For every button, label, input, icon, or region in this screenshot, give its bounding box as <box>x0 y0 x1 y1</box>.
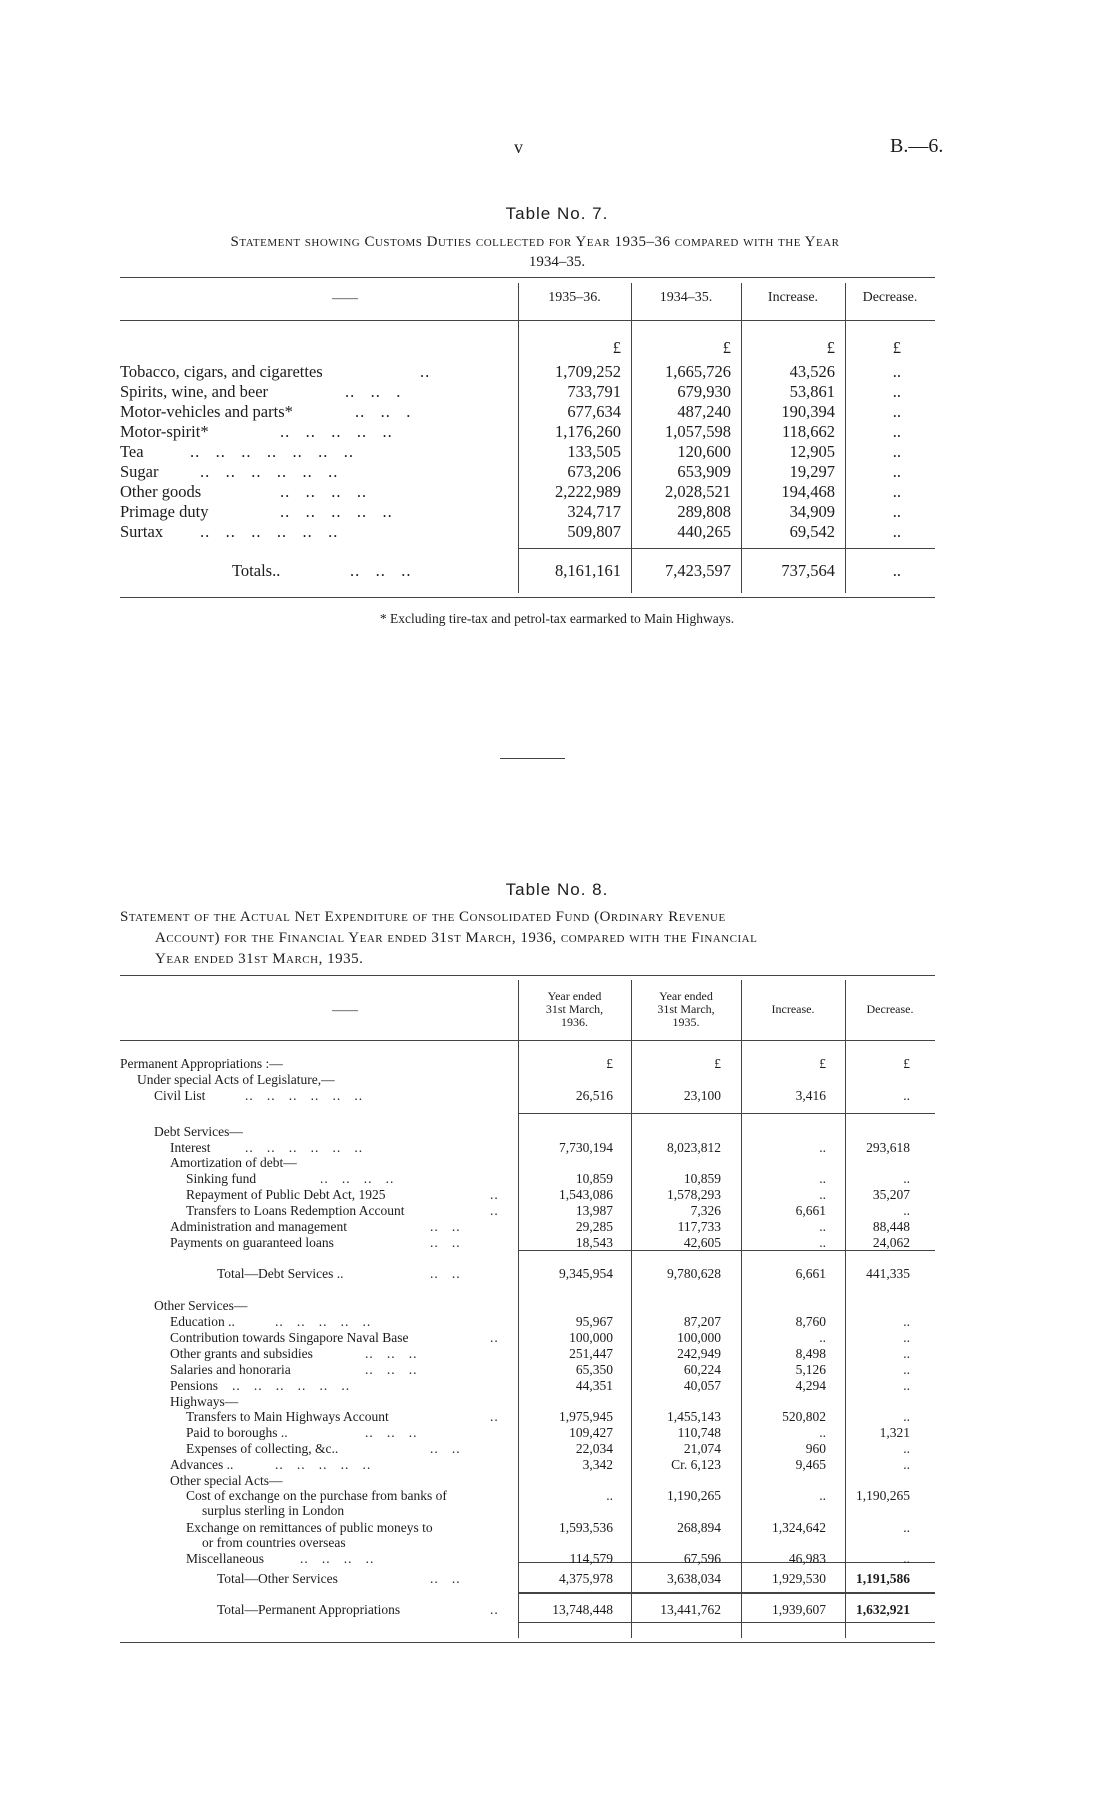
row-label: Repayment of Public Debt Act, 1925 <box>186 1187 386 1202</box>
leader-dots: .. <box>490 1602 499 1617</box>
value-decrease: 1,190,265 <box>856 1488 910 1503</box>
value-1936: 251,447 <box>569 1346 613 1361</box>
value-1935: 60,224 <box>683 1362 721 1377</box>
value-increase: 1,929,530 <box>772 1571 826 1586</box>
leader-dots: .. .. .. .. <box>300 1551 375 1566</box>
row-label: Paid to boroughs .. <box>186 1425 288 1440</box>
value-increase: 12,905 <box>789 442 835 461</box>
table-row <box>0 1330 1114 1346</box>
value-1936: 26,516 <box>575 1088 613 1103</box>
row-label: Education .. <box>170 1314 235 1329</box>
leader-dots: .. .. .. <box>365 1362 418 1377</box>
row-label: Tobacco, cigars, and cigarettes <box>120 362 323 381</box>
table-row <box>0 1203 1114 1219</box>
value-1934: 1,665,726 <box>665 362 731 381</box>
value-decrease: .. <box>892 442 901 461</box>
table-row <box>0 503 1114 521</box>
table-row <box>0 1425 1114 1441</box>
value-1936: 4,375,978 <box>559 1571 613 1586</box>
value-1935: 268,894 <box>677 1520 721 1535</box>
row-label: Other goods <box>120 482 202 501</box>
row-label: Pensions <box>170 1378 219 1393</box>
table-row <box>0 483 1114 501</box>
value-increase: 34,909 <box>789 502 835 521</box>
section-heading: Other Services— <box>154 1298 248 1313</box>
leader-dots: .. <box>490 1330 499 1345</box>
value-decrease: .. <box>892 362 901 381</box>
leader-dots: .. <box>420 362 431 381</box>
value-1936: 22,034 <box>575 1441 613 1456</box>
leader-dots: .. <box>490 1203 499 1218</box>
leader-dots: .. .. .. <box>365 1425 418 1440</box>
table-row <box>0 1457 1114 1473</box>
value-increase: 19,297 <box>789 462 835 481</box>
value-decrease: .. <box>892 502 901 521</box>
leader-dots: .. .. .. .. <box>320 1171 395 1186</box>
table-row <box>0 523 1114 541</box>
value-1936: 95,967 <box>575 1314 613 1329</box>
leader-dots: .. .. .. .. .. .. <box>200 522 339 541</box>
leader-dots: .. .. . <box>345 382 402 401</box>
value-increase: 6,661 <box>795 1203 826 1218</box>
value-increase: 1,324,642 <box>772 1520 826 1535</box>
value-1934: 679,930 <box>677 382 731 401</box>
value-increase: 8,498 <box>795 1346 826 1361</box>
table7-subtitle-year: 1934–35. <box>528 254 586 270</box>
table-row <box>0 443 1114 461</box>
value-decrease: .. <box>903 1520 910 1535</box>
value-1935: 23,100 <box>683 1088 721 1103</box>
value-1935: Cr. 6,123 <box>671 1457 721 1472</box>
value-decrease: .. <box>903 1441 910 1456</box>
value-1936: 7,730,194 <box>559 1140 613 1155</box>
value-1936: 114,579 <box>569 1551 613 1566</box>
table-row <box>0 1235 1114 1251</box>
value-decrease: .. <box>892 482 901 501</box>
value-increase: .. <box>819 1330 826 1345</box>
currency-symbol: £ <box>903 1056 910 1071</box>
leader-dots: .. .. .. .. .. .. <box>232 1378 351 1393</box>
leader-dots: .. .. .. .. .. <box>280 502 393 521</box>
value-1936: 44,351 <box>575 1378 613 1393</box>
value-decrease: 441,335 <box>866 1266 910 1281</box>
value-1935: 67,596 <box>683 1551 721 1566</box>
header-line: Year ended <box>547 989 602 1003</box>
value-1935: 42,605 <box>683 1235 721 1250</box>
table8-header-decrease: Decrease. <box>866 1002 914 1016</box>
table8-subtitle: Year ended 31st March, 1935. <box>155 951 364 967</box>
value-decrease: .. <box>903 1314 910 1329</box>
value-increase: 190,394 <box>781 402 835 421</box>
value-decrease: .. <box>892 402 901 421</box>
table7-totals-row <box>0 562 1114 580</box>
currency-symbol: £ <box>606 1056 613 1071</box>
value-1936: 10,859 <box>575 1171 613 1186</box>
value-1936: 109,427 <box>569 1425 613 1440</box>
table8-subtitle: Account) for the Financial Year ended 31st March, 1936, compared with the Financial <box>155 930 758 946</box>
value-1935: 110,748 <box>677 1425 721 1440</box>
row-label: Advances .. <box>170 1457 234 1472</box>
value-increase: 194,468 <box>781 482 835 501</box>
value-increase: 53,861 <box>789 382 835 401</box>
row-label: Interest <box>170 1140 211 1155</box>
value-1936: 13,748,448 <box>552 1602 613 1617</box>
value-1934: 440,265 <box>677 522 731 541</box>
row-label: Surtax <box>120 522 164 541</box>
leader-dots: .. .. .. .. .. <box>280 422 393 441</box>
table-row <box>0 463 1114 481</box>
document-reference: B.—6. <box>890 135 944 157</box>
value-1936: 1,975,945 <box>559 1409 613 1424</box>
section-heading: Under special Acts of Legislature,— <box>137 1072 335 1087</box>
currency-symbol: £ <box>612 338 621 357</box>
value-1935: 133,505 <box>567 442 621 461</box>
row-label: Administration and management <box>170 1219 347 1234</box>
value-1935: 87,207 <box>683 1314 721 1329</box>
leader-dots: .. <box>490 1409 499 1424</box>
value-increase: 46,983 <box>788 1551 826 1566</box>
value-1935: 100,000 <box>677 1330 721 1345</box>
value-increase: .. <box>819 1187 826 1202</box>
leader-dots: .. <box>490 1187 499 1202</box>
value-1935: 10,859 <box>683 1171 721 1186</box>
row-label: Other grants and subsidies <box>170 1346 313 1361</box>
value-1936: 1,543,086 <box>559 1187 613 1202</box>
row-label: Exchange on remittances of public moneys to <box>186 1520 433 1535</box>
value-decrease: .. <box>903 1346 910 1361</box>
leader-dots: .. .. <box>430 1441 461 1456</box>
value-increase: 69,542 <box>789 522 835 541</box>
value-increase: 4,294 <box>795 1378 826 1393</box>
total-row <box>0 1571 1114 1587</box>
table-row <box>0 1088 1114 1104</box>
currency-symbol: £ <box>826 338 835 357</box>
row-label: Sugar <box>120 462 159 481</box>
header-line: 1935. <box>672 1015 700 1029</box>
value-1935: 3,638,034 <box>667 1571 721 1586</box>
value-decrease: 24,062 <box>872 1235 910 1250</box>
value-increase: 5,126 <box>795 1362 826 1377</box>
value-decrease: .. <box>903 1362 910 1377</box>
table-row <box>0 1488 1114 1504</box>
value-increase: 960 <box>805 1441 826 1456</box>
row-label: Total—Other Services <box>217 1571 338 1586</box>
page-number: v <box>514 137 523 157</box>
header-line: 31st March, <box>545 1002 604 1016</box>
table7-title: Table No. 7. <box>505 204 609 223</box>
table-row <box>0 1187 1114 1203</box>
value-decrease: .. <box>903 1171 910 1186</box>
value-increase: 8,760 <box>795 1314 826 1329</box>
table-row <box>0 1551 1114 1567</box>
value-decrease: 88,448 <box>872 1219 910 1234</box>
value-increase: 6,661 <box>795 1266 826 1281</box>
value-1935: 677,634 <box>567 402 621 421</box>
value-increase: .. <box>819 1219 826 1234</box>
value-1936: 18,543 <box>575 1235 613 1250</box>
total-row <box>0 1266 1114 1282</box>
row-label: Salaries and honoraria <box>170 1362 291 1377</box>
header-line: 1936. <box>561 1015 588 1029</box>
table-row <box>0 1346 1114 1362</box>
row-label: Motor-vehicles and parts* <box>120 402 293 421</box>
currency-symbol: £ <box>819 1056 826 1071</box>
leader-dots: .. .. .. .. .. .. <box>200 462 339 481</box>
value-decrease: .. <box>903 1457 910 1472</box>
table-row <box>0 1409 1114 1425</box>
row-label-continued: or from countries overseas <box>202 1535 346 1550</box>
value-1936: 9,345,954 <box>559 1266 613 1281</box>
leader-dots: .. .. <box>430 1219 461 1234</box>
leader-dots: .. .. . <box>355 402 412 421</box>
value-decrease: .. <box>892 422 901 441</box>
value-decrease: .. <box>892 522 901 541</box>
section-heading: Other special Acts— <box>170 1473 283 1488</box>
currency-symbol: £ <box>892 338 901 357</box>
value-decrease: 293,618 <box>866 1140 910 1155</box>
value-1935: 2,222,989 <box>555 482 621 501</box>
value-decrease: .. <box>903 1330 910 1345</box>
section-heading: Amortization of debt— <box>170 1155 297 1170</box>
value-increase: .. <box>819 1488 826 1503</box>
value-1934: 487,240 <box>677 402 731 421</box>
table8-header-1936 <box>518 990 631 1029</box>
row-label: Motor-spirit* <box>120 422 209 441</box>
table8-header-blank: —— <box>332 1002 358 1017</box>
table7-header-increase: Increase. <box>767 290 819 305</box>
row-label: Miscellaneous <box>186 1551 264 1566</box>
table-row <box>0 383 1114 401</box>
value-1936: 13,987 <box>575 1203 613 1218</box>
row-label-continued: surplus sterling in London <box>202 1503 345 1518</box>
row-label: Spirits, wine, and beer <box>120 382 269 401</box>
value-decrease: .. <box>903 1378 910 1393</box>
section-heading: Debt Services— <box>154 1124 243 1139</box>
value-decrease: 35,207 <box>872 1187 910 1202</box>
value-1934: 120,600 <box>677 442 731 461</box>
value-increase: .. <box>819 1171 826 1186</box>
value-1935: 1,190,265 <box>667 1488 721 1503</box>
value-1935: 673,206 <box>567 462 621 481</box>
value-1934: 2,028,521 <box>665 482 731 501</box>
value-1936: 3,342 <box>582 1457 613 1472</box>
leader-dots: .. .. .. .. .. .. .. <box>190 442 354 461</box>
table7-header-1934: 1934–35. <box>659 290 713 305</box>
value-increase: 118,662 <box>781 422 835 441</box>
section-heading: Permanent Appropriations :— <box>120 1056 283 1071</box>
leader-dots: .. .. .. <box>365 1346 418 1361</box>
value-decrease: .. <box>903 1088 910 1103</box>
row-label: Total—Debt Services .. <box>217 1266 344 1281</box>
row-label: Total—Permanent Appropriations <box>217 1602 401 1617</box>
table7-header-decrease: Decrease. <box>862 290 918 305</box>
leader-dots: .. .. <box>430 1571 461 1586</box>
table7-header-1935: 1935–36. <box>548 290 601 305</box>
leader-dots: .. .. .. .. .. .. <box>245 1140 364 1155</box>
table8-title: Table No. 8. <box>505 880 609 899</box>
value-decrease: .. <box>903 1409 910 1424</box>
value-1934: 653,909 <box>677 462 731 481</box>
row-label: Primage duty <box>120 502 209 521</box>
value-1936: 1,593,536 <box>559 1520 613 1535</box>
value-decrease: 1,321 <box>879 1425 910 1440</box>
table-row <box>0 363 1114 381</box>
total-row <box>0 1602 1114 1618</box>
leader-dots: .. .. .. .. .. .. <box>245 1088 364 1103</box>
table-row <box>0 403 1114 421</box>
total-increase: 737,564 <box>781 561 835 580</box>
total-decrease: .. <box>892 561 901 580</box>
value-1935: 9,780,628 <box>667 1266 721 1281</box>
leader-dots: .. .. .. <box>350 561 412 580</box>
section-heading: Highways— <box>170 1394 239 1409</box>
leader-dots: .. .. <box>430 1266 461 1281</box>
value-1935: 1,709,252 <box>555 362 621 381</box>
value-1935: 509,807 <box>567 522 621 541</box>
value-1936: 29,285 <box>575 1219 613 1234</box>
value-1935: 1,455,143 <box>667 1409 721 1424</box>
row-label: Sinking fund <box>186 1171 257 1186</box>
value-increase: .. <box>819 1235 826 1250</box>
row-label: Transfers to Main Highways Account <box>186 1409 389 1424</box>
value-1935: 242,949 <box>677 1346 721 1361</box>
table-row <box>0 1140 1114 1156</box>
table-row <box>0 1441 1114 1457</box>
value-decrease: .. <box>892 462 901 481</box>
table7-footnote: * Excluding tire-tax and petrol-tax earmarked to Main Highways. <box>379 611 735 626</box>
row-label: Civil List <box>154 1088 206 1103</box>
section-divider <box>500 758 565 759</box>
row-label: Payments on guaranteed loans <box>170 1235 334 1250</box>
leader-dots: .. .. .. .. .. <box>275 1314 372 1329</box>
leader-dots: .. .. .. .. <box>280 482 368 501</box>
value-increase: .. <box>819 1425 826 1440</box>
row-label: Expenses of collecting, &c.. <box>186 1441 339 1456</box>
currency-symbol: £ <box>722 338 731 357</box>
header-line: 31st March, <box>657 1002 715 1016</box>
table-row <box>0 1378 1114 1394</box>
value-increase: 3,416 <box>795 1088 826 1103</box>
value-1935: 1,176,260 <box>555 422 621 441</box>
value-decrease: .. <box>903 1203 910 1218</box>
value-increase: .. <box>819 1140 826 1155</box>
value-increase: 1,939,607 <box>772 1602 826 1617</box>
value-decrease: .. <box>903 1551 910 1566</box>
table8-subtitle: Statement of the Actual Net Expenditure of the Consolidated Fund (Ordinary Revenue <box>120 909 726 925</box>
value-decrease: .. <box>892 382 901 401</box>
row-label: Cost of exchange on the purchase from banks of <box>186 1488 447 1503</box>
total-1934: 7,423,597 <box>665 561 731 580</box>
value-1935: 733,791 <box>567 382 621 401</box>
value-increase: 520,802 <box>782 1409 826 1424</box>
table7-header-blank: —— <box>332 290 358 305</box>
table-row <box>0 1314 1114 1330</box>
value-1934: 289,808 <box>677 502 731 521</box>
value-decrease: 1,632,921 <box>856 1602 910 1617</box>
table8-header-1935 <box>631 990 741 1029</box>
table7-subtitle: Statement showing Customs Duties collected for Year 1935–36 compared with the Year <box>230 234 840 250</box>
table-row <box>0 1171 1114 1187</box>
header-line: Year ended <box>659 989 713 1003</box>
row-label: Transfers to Loans Redemption Account <box>186 1203 405 1218</box>
total-1935: 8,161,161 <box>555 561 621 580</box>
table-row <box>0 423 1114 441</box>
value-1936: 65,350 <box>575 1362 613 1377</box>
currency-symbol: £ <box>714 1056 721 1071</box>
value-1935: 21,074 <box>683 1441 721 1456</box>
row-label: Contribution towards Singapore Naval Base <box>170 1330 409 1345</box>
leader-dots: .. .. <box>430 1235 461 1250</box>
leader-dots: .. .. .. .. .. <box>275 1457 372 1472</box>
value-1936: .. <box>606 1488 613 1503</box>
table-row <box>0 1520 1114 1536</box>
row-label: Tea <box>120 442 144 461</box>
value-1935: 7,326 <box>690 1203 721 1218</box>
table-row <box>0 1219 1114 1235</box>
value-1935: 117,733 <box>677 1219 721 1234</box>
value-1935: 40,057 <box>683 1378 721 1393</box>
value-increase: 43,526 <box>789 362 835 381</box>
table8-header-increase: Increase. <box>771 1002 815 1016</box>
value-increase: 9,465 <box>795 1457 826 1472</box>
value-1936: 100,000 <box>569 1330 613 1345</box>
value-1934: 1,057,598 <box>665 422 731 441</box>
value-decrease: 1,191,586 <box>856 1571 910 1586</box>
value-1935: 13,441,762 <box>660 1602 721 1617</box>
value-1935: 324,717 <box>567 502 621 521</box>
table-row <box>0 1362 1114 1378</box>
value-1935: 1,578,293 <box>667 1187 721 1202</box>
totals-label: Totals.. <box>232 561 281 580</box>
value-1935: 8,023,812 <box>667 1140 721 1155</box>
